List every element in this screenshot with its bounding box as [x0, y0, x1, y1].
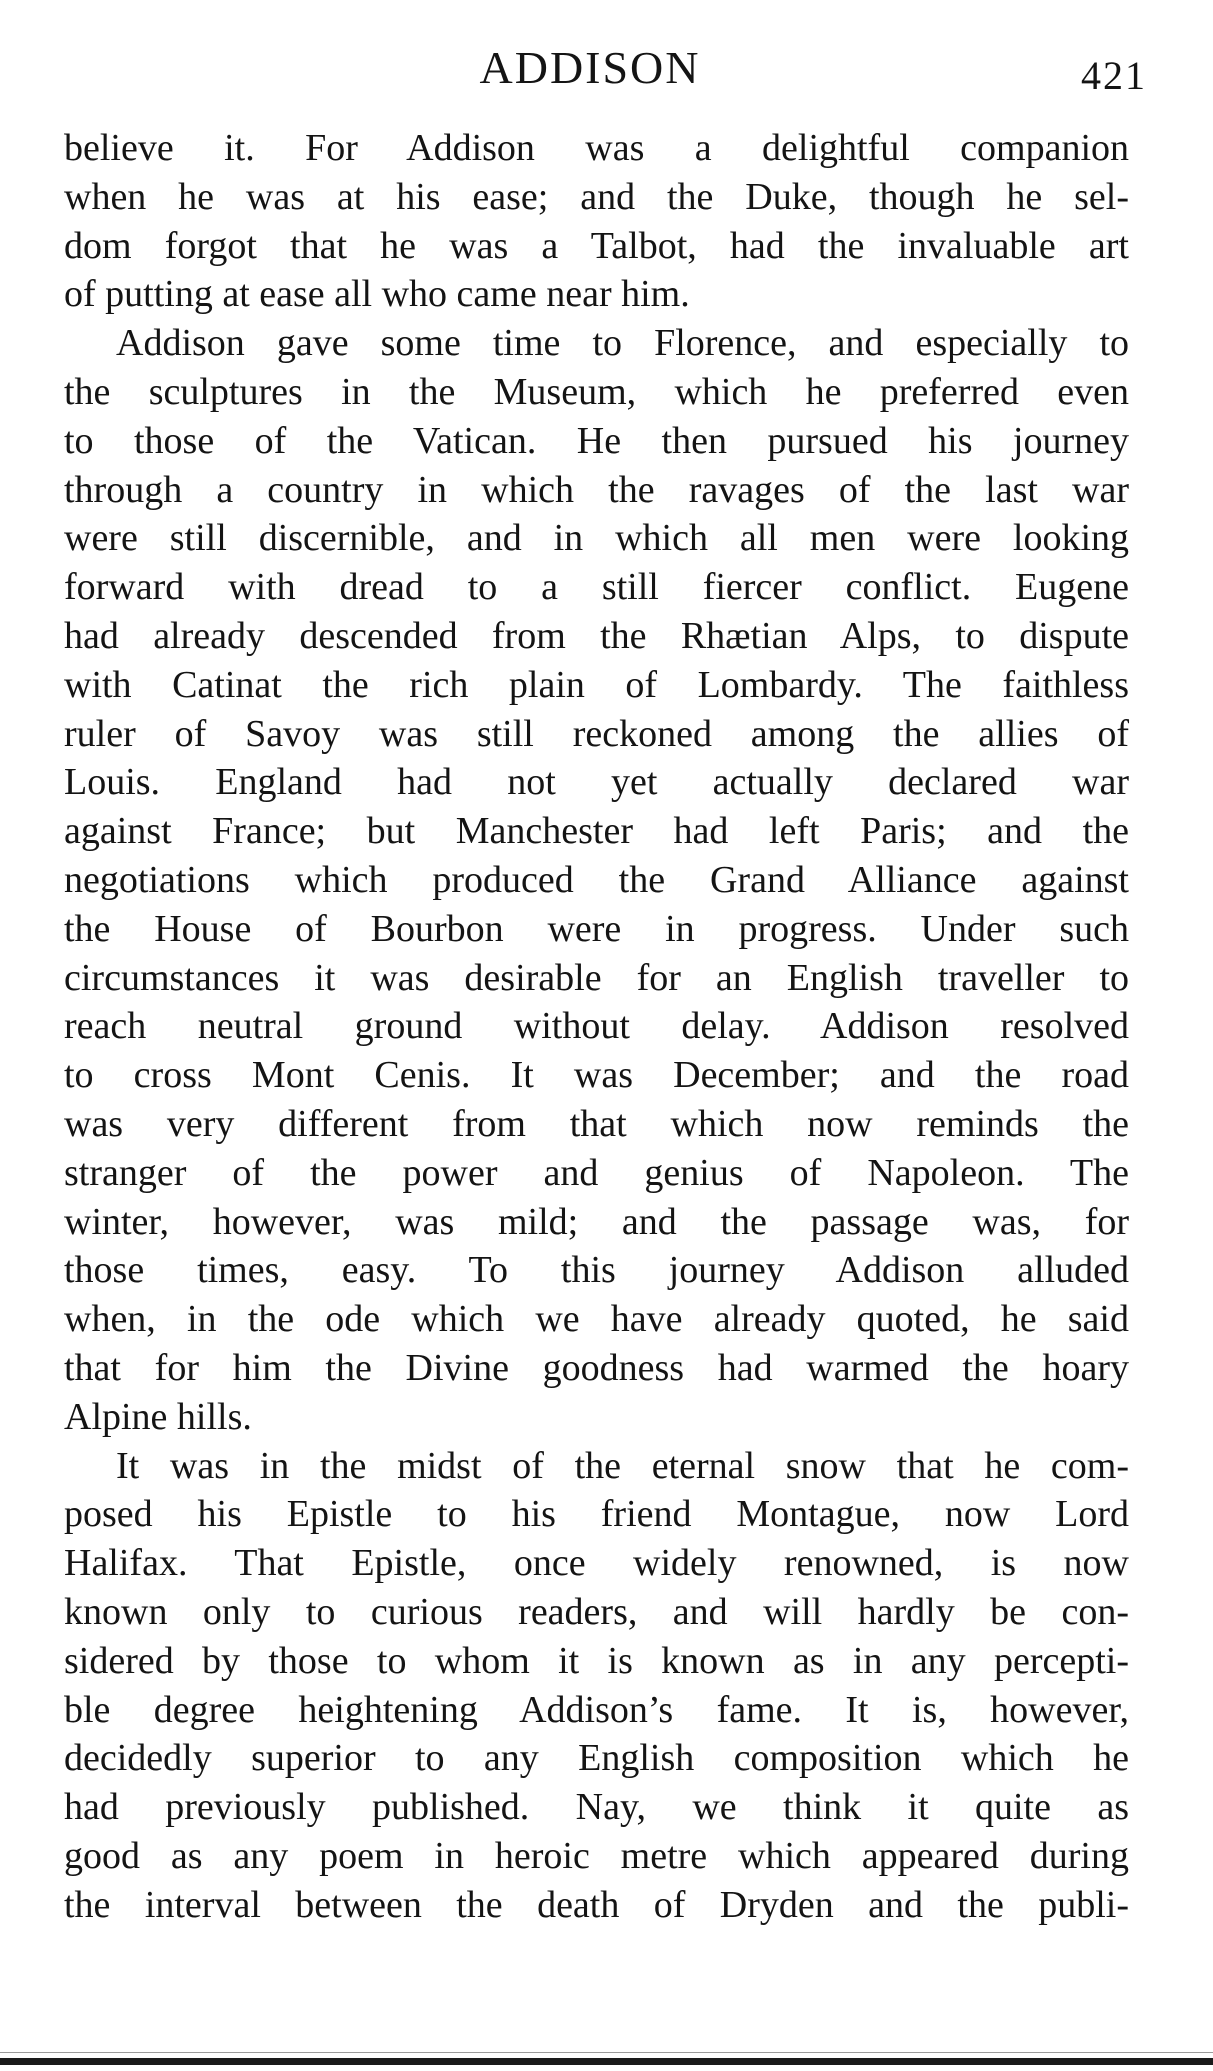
paragraph	[64, 1442, 1129, 1930]
text-line: had already descended from the Rhætian Alps, to dispute	[64, 614, 1129, 657]
text-line: that for him the Divine goodness had warmed the hoary	[64, 1346, 1129, 1389]
text-line: posed his Epistle to his friend Montague, now Lord	[64, 1493, 1129, 1536]
running-head	[0, 38, 1213, 98]
text-line: through a country in which the ravages of the last war	[64, 468, 1129, 511]
text-line: when he was at his ease; and the Duke, though he sel-	[64, 175, 1129, 218]
text-line: sidered by those to whom it is known as in any percepti-	[64, 1639, 1129, 1682]
text-line: the interval between the death of Dryden and the publi-	[64, 1883, 1129, 1926]
text-line: to cross Mont Cenis. It was December; and the road	[64, 1054, 1129, 1097]
text-line: of putting at ease all who came near him.	[64, 273, 690, 316]
text-line: against France; but Manchester had left Paris; and the	[64, 810, 1129, 853]
text-line: ruler of Savoy was still reckoned among the allies of	[64, 712, 1129, 755]
text-line: decidedly superior to any English composition which he	[64, 1737, 1129, 1780]
text-line: Louis. England had not yet actually declared war	[64, 761, 1129, 804]
text-line: the sculptures in the Museum, which he preferred even	[64, 370, 1129, 413]
text-line: those times, easy. To this journey Addison alluded	[64, 1249, 1129, 1292]
text-line: the House of Bourbon were in progress. Under such	[64, 907, 1129, 950]
text-line: circumstances it was desirable for an English traveller to	[64, 956, 1129, 999]
text-line: believe it. For Addison was a delightful companion	[64, 127, 1129, 169]
text-line: with Catinat the rich plain of Lombardy. The faithless	[64, 663, 1129, 706]
page-bottom-edge	[0, 2058, 1213, 2065]
page-number: 421	[1081, 53, 1147, 98]
text-line: was very different from that which now reminds the	[64, 1102, 1129, 1145]
paragraph	[64, 319, 1129, 1441]
running-title: ADDISON	[479, 42, 701, 93]
page-edge-divider	[0, 2052, 1213, 2053]
text-line: good as any poem in heroic metre which appeared during	[64, 1834, 1129, 1877]
text-line: Alpine hills.	[64, 1395, 252, 1438]
text-line: to those of the Vatican. He then pursued his journey	[64, 419, 1129, 462]
text-line: It was in the midst of the eternal snow that he com-	[116, 1444, 1129, 1487]
text-line: winter, however, was mild; and the passage was, for	[64, 1200, 1129, 1243]
text-line: had previously published. Nay, we think it quite as	[64, 1786, 1129, 1829]
text-line: stranger of the power and genius of Napoleon. The	[64, 1151, 1129, 1194]
body-text	[64, 124, 1129, 1929]
text-line: reach neutral ground without delay. Addison resolved	[64, 1005, 1129, 1048]
text-line: forward with dread to a still fiercer conflict. Eugene	[64, 566, 1129, 609]
paragraph	[64, 124, 1129, 319]
text-line: ble degree heightening Addison’s fame. It is, however,	[64, 1688, 1129, 1731]
text-line: Addison gave some time to Florence, and especially to	[116, 322, 1129, 365]
text-line: dom forgot that he was a Talbot, had the invaluable art	[64, 224, 1129, 267]
text-line: when, in the ode which we have already quoted, he said	[64, 1298, 1129, 1341]
text-line: Halifax. That Epistle, once widely renowned, is now	[64, 1542, 1129, 1585]
text-line: were still discernible, and in which all men were looking	[64, 517, 1129, 560]
text-line: known only to curious readers, and will hardly be con-	[64, 1590, 1129, 1633]
text-line: negotiations which produced the Grand Alliance against	[64, 858, 1129, 901]
